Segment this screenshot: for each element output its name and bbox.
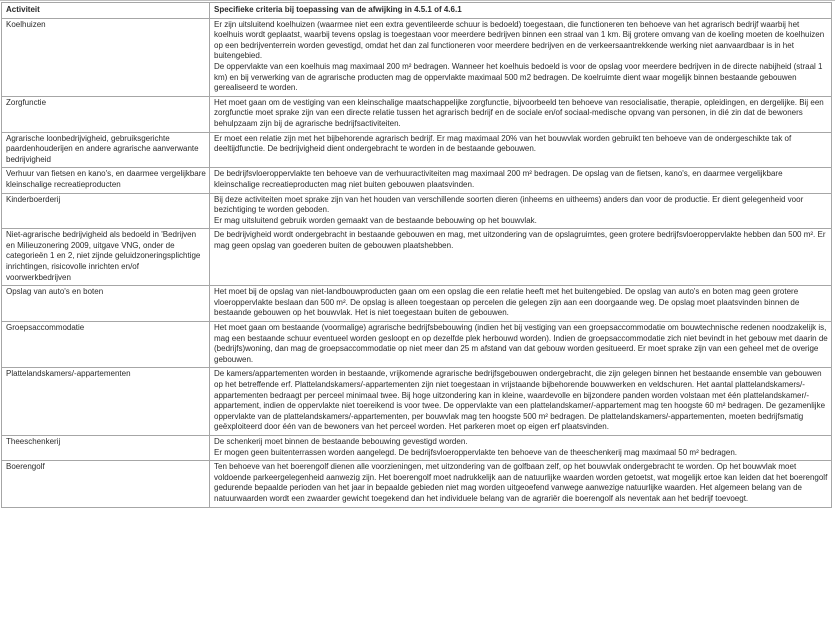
table-row: [2, 368, 832, 436]
table-row: [2, 96, 832, 132]
criteria-table: [1, 2, 832, 508]
header-activity: Activiteit: [2, 3, 210, 19]
activity-cell: Agrarische loonbedrijvigheid, gebruiksgerichte paardenhouderijen en andere agrarische aanverwante bedrijvigheid: [2, 132, 210, 168]
activity-cell: Boerengolf: [2, 461, 210, 507]
activity-cell: Opslag van auto's en boten: [2, 286, 210, 322]
table-row: [2, 132, 832, 168]
criteria-cell: [210, 168, 832, 193]
activity-cell: Kinderboerderij: [2, 193, 210, 229]
table-row: [2, 461, 832, 507]
table-row: [2, 286, 832, 322]
activity-cell: Groepsaccommodatie: [2, 322, 210, 368]
criteria-paragraph: Er mogen geen buitenterrassen worden aangelegd. De bedrijfsvloeroppervlakte ten behoeve van de theeschenkerij mag maximaal 50 m² bedragen.: [214, 447, 737, 457]
criteria-paragraph: Er mag uitsluitend gebruik worden gemaakt van de bestaande bebouwing op het bouwvlak.: [214, 215, 537, 225]
criteria-paragraph: Bij deze activiteiten moet sprake zijn van het houden van verschillende soorten dieren (inheems en uitheems) anders dan voor de productie. Er dient gelegenheid voor bezichtiging te worden geboden.: [214, 194, 804, 215]
criteria-paragraph: Ten behoeve van het boerengolf dienen alle voorzieningen, met uitzondering van de golfbaan zelf, op het bouwvlak ondergebracht te worden. Op het bouwvlak moet voldoende parkeergelegenheid aanwezig zijn. Het boerengolf moet nadrukkelijk aan de natuurlijke waarden worden getoetst, wat mogelijk ertoe kan leiden dat het boerengolf gedurende bepaalde perioden van het jaar in bepaalde gebieden niet mag worden uitgeoefend vanwege aanwezige natuurlijke waarden. Het algemeen belang van de natuurwaarden wordt een zwaarder gewicht toegekend dan het individuele belang van de agrariër die boerengolf als neventak aan het bedrijf toevoegt.: [214, 462, 828, 503]
criteria-cell: [210, 96, 832, 132]
criteria-paragraph: Er moet een relatie zijn met het bijbehorende agrarisch bedrijf. Er mag maximaal 20% van het bouwvlak worden gebruikt ten behoeve van de ondergeschikte tak of deeltijdfunctie. De bedrijvigheid dient ondergebracht te worden in de bestaande gebouwen.: [214, 133, 792, 154]
activity-cell: Theeschenkerij: [2, 435, 210, 460]
table-row: [2, 18, 832, 96]
criteria-paragraph: De schenkerij moet binnen de bestaande bebouwing gevestigd worden.: [214, 436, 468, 446]
top-rule: [0, 0, 835, 1]
criteria-cell: [210, 193, 832, 229]
criteria-cell: [210, 322, 832, 368]
criteria-cell: [210, 18, 832, 96]
criteria-paragraph: De kamers/appartementen worden in bestaande, vrijkomende agrarische bedrijfsgebouwen ondergebracht, die zijn gelegen binnen het bestaande ensemble van gebouwen op het betreffende erf. Plattelandskamers/-appartementen zijn niet toegestaan in vrijstaande bijbehorende bouwwerken en veldschuren. Het aantal plattelandskamers/-appartementen bedraagt per perceel minimaal twee. Bij hoge uitzondering kan in kleine, waardevolle en bijzondere panden worden volstaan met één plattelandskamer/-appartement, indien de oppervlakte niet toereikend is voor twee. De oppervlakte van een plattelandskamer/-appartement mag ten hoogste 60 m² bedragen. De gezamenlijke oppervlakte van de plattelandskamers/-appartementen, per bouwvlak mag ten hoogste 500 m² bedragen. De plattelandskamers/-appartementen, moeten bedrijfsmatig geëxploiteerd door één van de bewoners van het perceel worden. Het parkeren moet op eigen erf plaatsvinden.: [214, 369, 826, 432]
activity-cell: Niet-agrarische bedrijvigheid als bedoeld in 'Bedrijven en Milieuzonering 2009, uitgave VNG, onder de categorieën 1 en 2, niet zijnde geluidzoneringsplichtige inrichtingen, risicovolle inrichten en/of voorwerkbedrijven: [2, 229, 210, 286]
activity-cell: Koelhuizen: [2, 18, 210, 96]
table-body: [2, 18, 832, 507]
criteria-cell: [210, 435, 832, 460]
activity-cell: Verhuur van fietsen en kano's, en daarmee vergelijkbare kleinschalige recreatieproducten: [2, 168, 210, 193]
criteria-paragraph: De bedrijvigheid wordt ondergebracht in bestaande gebouwen en mag, met uitzondering van de opslagruimtes, geen grotere bedrijfsvloeroppervlakte hebben dan 500 m². Er mag geen opslag van goederen buiten de gebouwen plaatshebben.: [214, 230, 826, 250]
table-row: [2, 193, 832, 229]
criteria-cell: [210, 132, 832, 168]
criteria-paragraph: Het moet gaan om bestaande (voormalige) agrarische bedrijfsbebouwing (indien het bij vestiging van een groepsaccommodatie om bouwtechnische redenen noodzakelijk is, mag een bestaande schuur eventueel worden gesloopt en op dezelfde plek herbouwd worden). Indien de groepsaccommodatie zich niet bevindt in het gebouw met daarin de (bedrijfs)woning, dan mag de groepsaccommodatie op niet meer dan 25 m afstand van dat gebouw worden gesitueerd. Er moet sprake zijn van een geheel met de overige gebouwen.: [214, 323, 828, 364]
table-header-row: [2, 3, 832, 19]
criteria-paragraph: De oppervlakte van een koelhuis mag maximaal 200 m² bedragen. Wanneer het koelhuis bedoeld is voor de opslag voor meerdere bedrijven in de directe nabijheid (straal 1 km) en bij verwerking van de agrarische producten mag de oppervlakte maximaal 500 m2 bedragen. De koelruimte dient waar mogelijk binnen bestaande gebouwen gerealiseerd te worden.: [214, 61, 823, 93]
activity-cell: Plattelandskamers/-appartementen: [2, 368, 210, 436]
criteria-cell: [210, 229, 832, 286]
table-row: [2, 435, 832, 460]
criteria-cell: [210, 368, 832, 436]
header-criteria: Specifieke criteria bij toepassing van de afwijking in 4.5.1 of 4.6.1: [210, 3, 832, 19]
criteria-cell: [210, 286, 832, 322]
criteria-paragraph: Er zijn uitsluitend koelhuizen (waarmee niet een extra geventileerde schuur is bedoeld) toegestaan, die functioneren ten behoeve van het agrarisch bedrijf waarbij het koelhuis wordt geplaatst, waarbij tevens opslag is toegestaan voor meerdere bedrijven binnen een straal van 1 km. Bij grotere omvang van de koeling moeten de koelhuizen op een bedrijventerrein worden gevestigd, omdat het dan zal functioneren voor meerdere bedrijven en de verkeersaantrekkende werking niet aanvaardbaar is in het buitengebied.: [214, 19, 825, 61]
criteria-cell: [210, 461, 832, 507]
table-row: [2, 322, 832, 368]
table-row: [2, 229, 832, 286]
table-row: [2, 168, 832, 193]
criteria-paragraph: Het moet bij de opslag van niet-landbouwproducten gaan om een opslag die een relatie heeft met het buitengebied. De opslag van auto's en boten mag geen grotere vloeroppervlakte beslaan dan 500 m². De opslag is alleen toegestaan op percelen die gelegen zijn aan een doorgaande weg. De opslag moet plaatsvinden binnen de bestaande gebouwen op het bouwvlak. Het is niet toegestaan buiten de gebouwen.: [214, 287, 800, 318]
activity-cell: Zorgfunctie: [2, 96, 210, 132]
criteria-paragraph: Het moet gaan om de vestiging van een kleinschalige maatschappelijke zorgfunctie, bijvoorbeeld ten behoeve van resocialisatie, therapie, opleidingen, en dergelijke. Bij een zorgfunctie moet sprake zijn van een directe relatie tussen het agrarisch bedrijf en de sociale en/of sociaal-medische opvang van personen, in dié zin dat de bewoners behulpzaam zijn bij de agrarische bedrijfsactiviteiten.: [214, 97, 824, 128]
criteria-paragraph: De bedrijfsvloeroppervlakte ten behoeve van de verhuuractiviteiten mag maximaal 200 m² bedragen. De opslag van de fietsen, kano's, en daarmee vergelijkbare kleinschalige recreatieproducten mag niet buiten gebouwen plaatsvinden.: [214, 169, 783, 189]
